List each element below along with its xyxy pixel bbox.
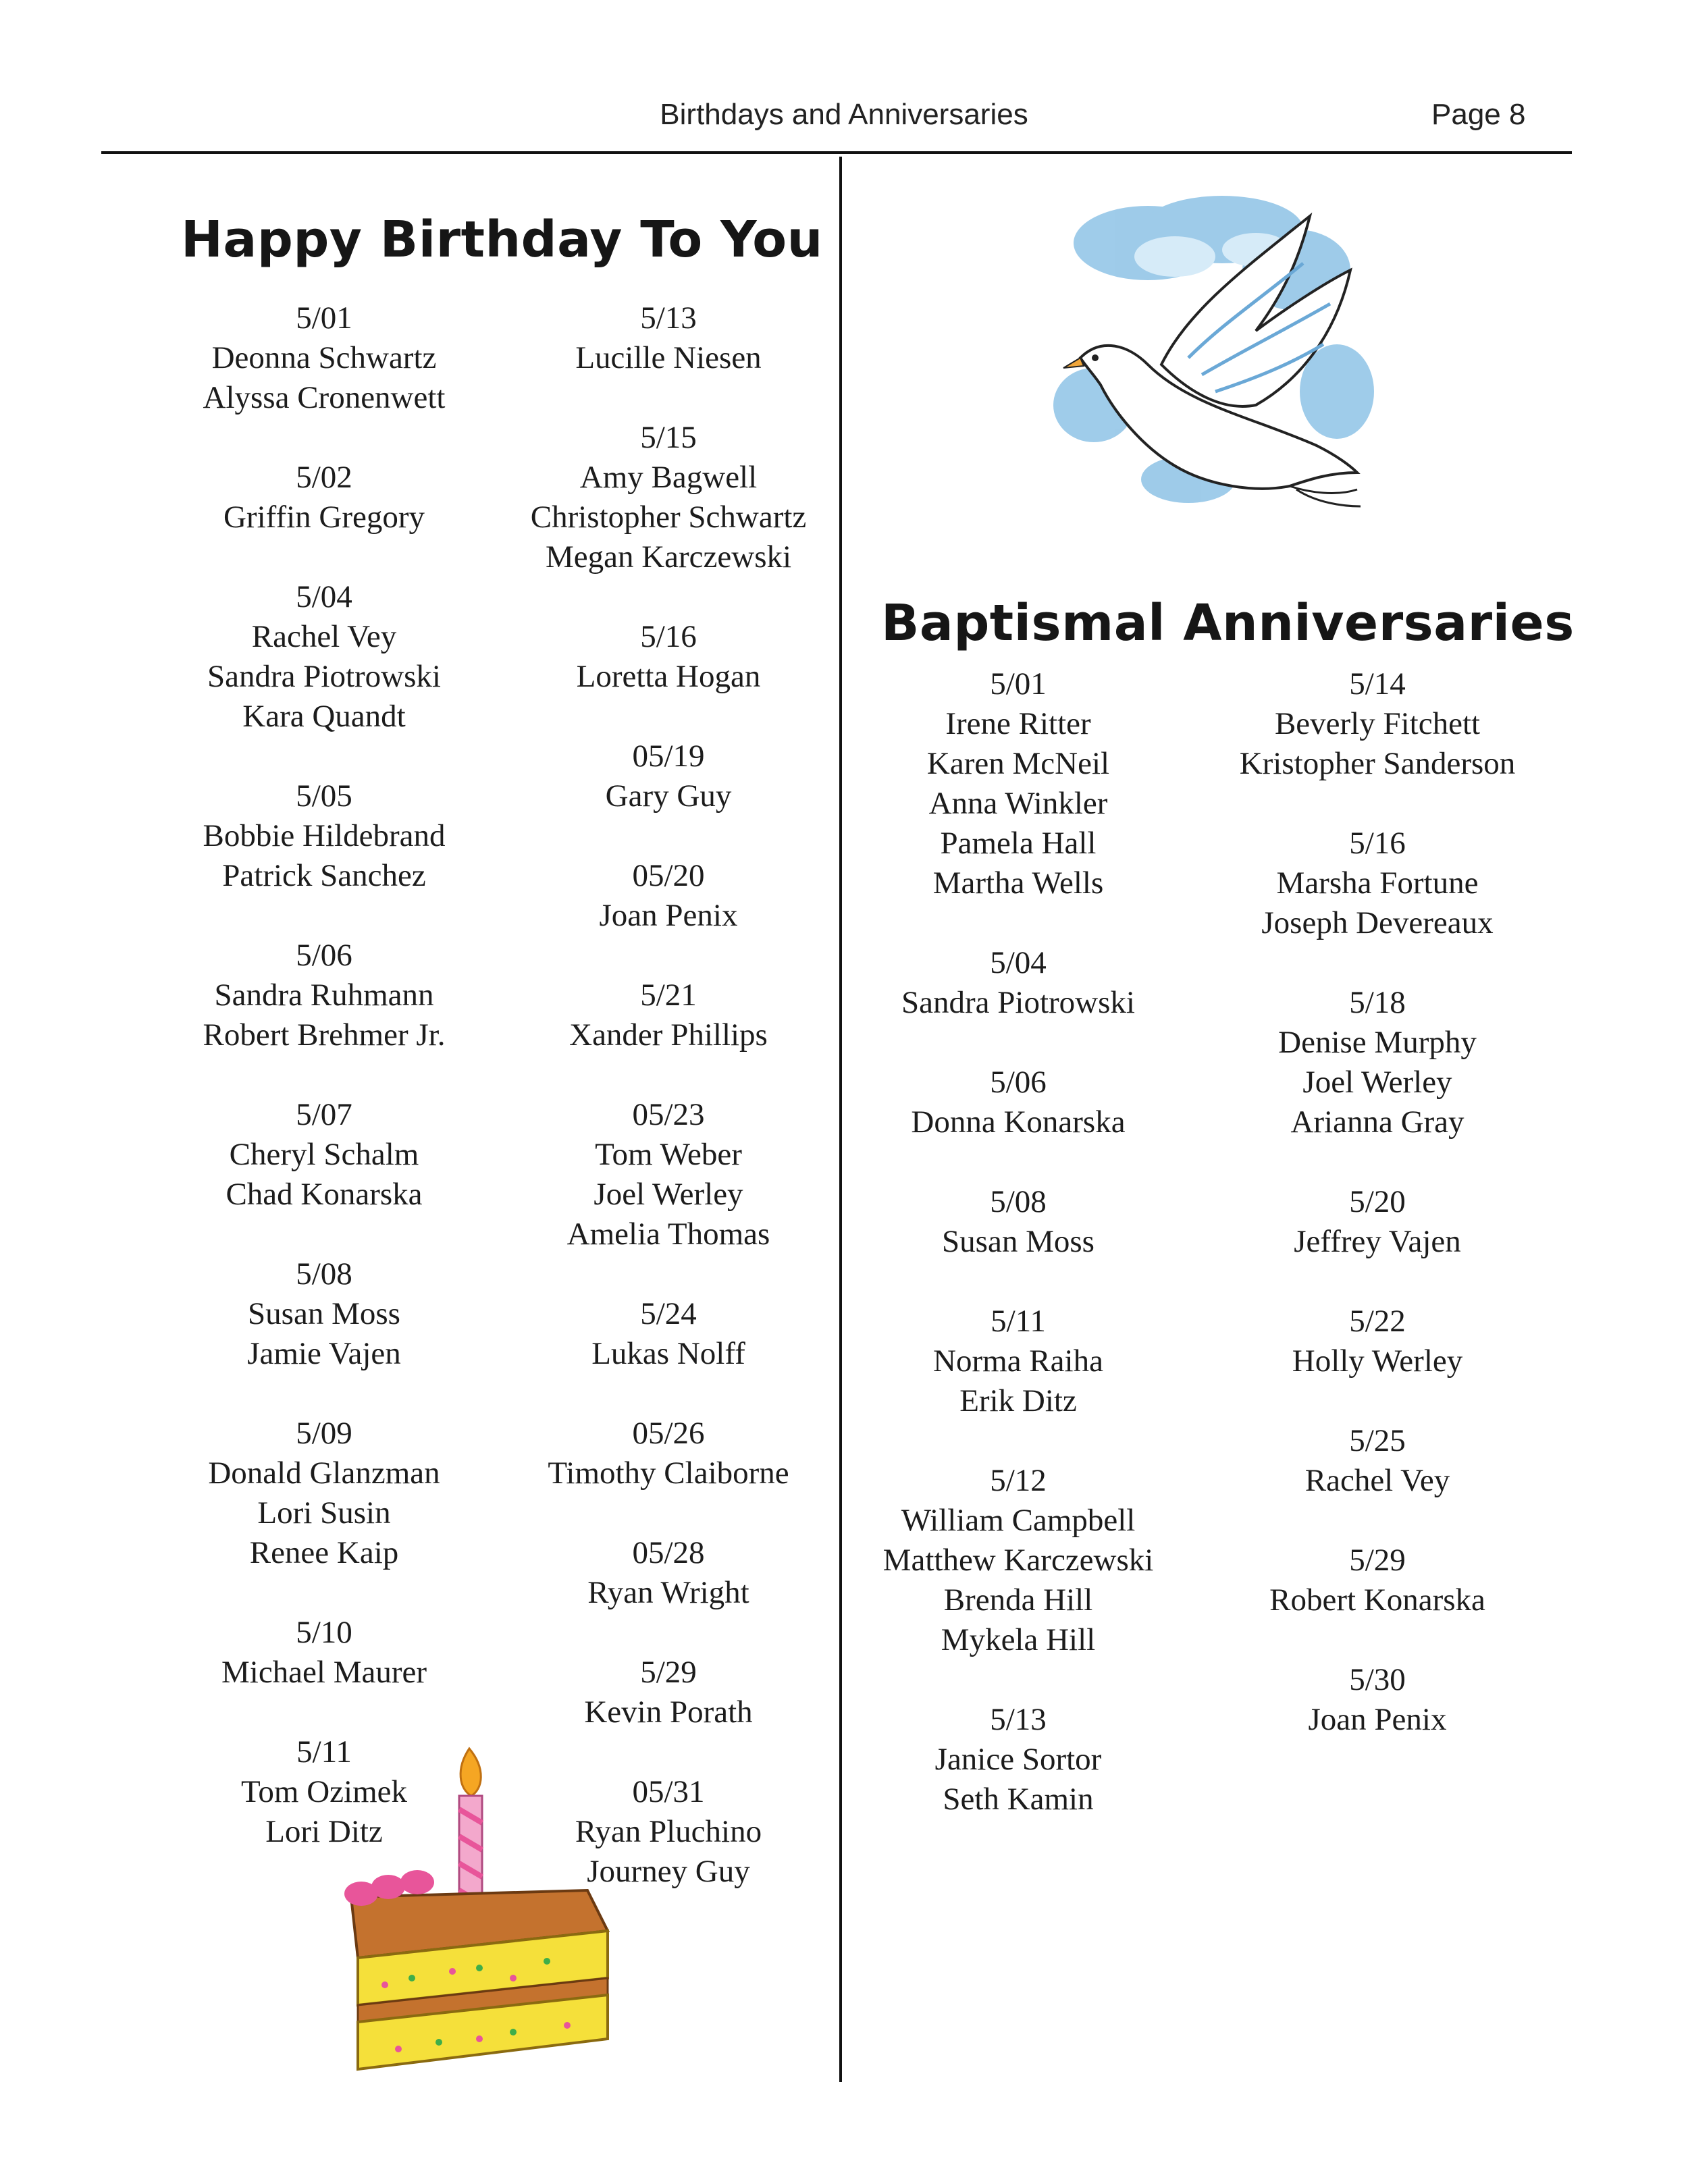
person-name: Tom Weber bbox=[595, 1137, 742, 1172]
date-group bbox=[155, 1613, 493, 1693]
date-group bbox=[500, 418, 837, 577]
date-group bbox=[500, 298, 837, 378]
date-label: 5/05 bbox=[296, 778, 352, 814]
page-number: Page 8 bbox=[1431, 98, 1526, 131]
date-label: 5/12 bbox=[990, 1463, 1047, 1498]
date-group bbox=[1209, 1182, 1546, 1262]
date-label: 5/01 bbox=[296, 300, 352, 336]
cake-icon bbox=[338, 1735, 621, 2086]
date-group bbox=[1209, 1421, 1546, 1501]
person-name: Kara Quandt bbox=[242, 699, 406, 734]
date-label: 5/16 bbox=[640, 619, 697, 654]
date-label: 05/23 bbox=[632, 1097, 705, 1132]
date-group bbox=[500, 1414, 837, 1493]
header-rule bbox=[101, 151, 1572, 154]
date-label: 5/13 bbox=[640, 300, 697, 336]
person-name: Journey Guy bbox=[587, 1854, 750, 1889]
date-group bbox=[500, 976, 837, 1055]
date-group bbox=[500, 1533, 837, 1613]
date-group bbox=[1209, 824, 1546, 943]
person-name: Kristopher Sanderson bbox=[1239, 746, 1516, 781]
person-name: Joan Penix bbox=[599, 898, 738, 933]
date-group bbox=[155, 936, 493, 1055]
birthday-column-2 bbox=[500, 298, 837, 1932]
person-name: Erik Ditz bbox=[959, 1383, 1077, 1418]
anniversary-column-1 bbox=[849, 664, 1187, 1859]
person-name: Timothy Claiborne bbox=[548, 1456, 789, 1491]
person-name: Beverly Fitchett bbox=[1274, 706, 1481, 741]
person-name: Deonna Schwartz bbox=[211, 340, 437, 375]
column-divider bbox=[839, 157, 842, 2082]
header-title: Birthdays and Anniversaries bbox=[660, 98, 1028, 131]
person-name: Martha Wells bbox=[932, 865, 1104, 901]
date-group bbox=[500, 1294, 837, 1374]
date-group bbox=[1209, 664, 1546, 784]
person-name: Xander Phillips bbox=[569, 1017, 768, 1053]
person-name: Joel Werley bbox=[594, 1177, 743, 1212]
date-label: 5/21 bbox=[640, 978, 697, 1013]
person-name: Lukas Nolff bbox=[591, 1336, 745, 1371]
date-group bbox=[849, 943, 1187, 1023]
date-label: 5/04 bbox=[296, 579, 352, 614]
date-group bbox=[849, 1700, 1187, 1819]
date-group bbox=[155, 1414, 493, 1573]
person-name: Robert Brehmer Jr. bbox=[203, 1017, 446, 1053]
date-group bbox=[155, 1095, 493, 1215]
date-label: 5/15 bbox=[640, 420, 697, 455]
person-name: Amelia Thomas bbox=[566, 1217, 770, 1252]
person-name: Ryan Wright bbox=[587, 1575, 749, 1610]
person-name: Matthew Karczewski bbox=[882, 1543, 1154, 1578]
person-name: Karen McNeil bbox=[926, 746, 1110, 781]
person-name: Irene Ritter bbox=[945, 706, 1091, 741]
date-label: 5/18 bbox=[1349, 985, 1406, 1020]
person-name: Brenda Hill bbox=[943, 1582, 1093, 1618]
person-name: Lori Ditz bbox=[265, 1814, 383, 1849]
person-name: Jeffrey Vajen bbox=[1294, 1224, 1461, 1259]
person-name: William Campbell bbox=[901, 1503, 1136, 1538]
date-label: 5/06 bbox=[296, 938, 352, 973]
date-group bbox=[1209, 983, 1546, 1142]
date-label: 05/28 bbox=[632, 1535, 705, 1570]
date-label: 5/02 bbox=[296, 460, 352, 495]
date-label: 5/29 bbox=[640, 1655, 697, 1690]
person-name: Griffin Gregory bbox=[223, 500, 425, 535]
person-name: Mykela Hill bbox=[941, 1622, 1096, 1657]
person-name: Susan Moss bbox=[248, 1296, 400, 1331]
person-name: Lori Susin bbox=[257, 1495, 391, 1530]
date-group bbox=[1209, 1302, 1546, 1381]
person-name: Joel Werley bbox=[1302, 1065, 1452, 1100]
person-name: Denise Murphy bbox=[1278, 1025, 1477, 1060]
person-name: Tom Ozimek bbox=[240, 1774, 407, 1809]
date-group bbox=[500, 737, 837, 816]
date-label: 5/04 bbox=[990, 945, 1047, 980]
date-group bbox=[500, 1653, 837, 1732]
person-name: Rachel Vey bbox=[251, 619, 397, 654]
person-name: Janice Sortor bbox=[934, 1742, 1102, 1777]
person-name: Christopher Schwartz bbox=[530, 500, 807, 535]
person-name: Pamela Hall bbox=[940, 826, 1097, 861]
person-name: Chad Konarska bbox=[226, 1177, 423, 1212]
date-label: 5/30 bbox=[1349, 1662, 1406, 1697]
date-label: 5/08 bbox=[296, 1256, 352, 1291]
person-name: Susan Moss bbox=[942, 1224, 1094, 1259]
person-name: Lucille Niesen bbox=[575, 340, 762, 375]
date-label: 5/11 bbox=[991, 1304, 1046, 1339]
date-group bbox=[500, 617, 837, 697]
person-name: Robert Konarska bbox=[1269, 1582, 1485, 1618]
date-label: 5/29 bbox=[1349, 1543, 1406, 1578]
person-name: Amy Bagwell bbox=[579, 460, 758, 495]
date-label: 5/20 bbox=[1349, 1184, 1406, 1219]
person-name: Arianna Gray bbox=[1290, 1104, 1465, 1140]
date-label: 5/22 bbox=[1349, 1304, 1406, 1339]
person-name: Megan Karczewski bbox=[545, 539, 792, 575]
person-name: Cheryl Schalm bbox=[229, 1137, 419, 1172]
person-name: Anna Winkler bbox=[928, 786, 1108, 821]
person-name: Jamie Vajen bbox=[247, 1336, 401, 1371]
person-name: Michael Maurer bbox=[221, 1655, 427, 1690]
person-name: Seth Kamin bbox=[943, 1782, 1094, 1817]
date-label: 05/31 bbox=[632, 1774, 705, 1809]
person-name: Loretta Hogan bbox=[576, 659, 761, 694]
person-name: Patrick Sanchez bbox=[222, 858, 426, 893]
date-group bbox=[155, 298, 493, 418]
date-group bbox=[155, 577, 493, 737]
person-name: Gary Guy bbox=[605, 778, 732, 814]
date-group bbox=[1209, 1660, 1546, 1740]
person-name: Norma Raiha bbox=[933, 1343, 1103, 1379]
date-group bbox=[1209, 1541, 1546, 1620]
date-label: 5/24 bbox=[640, 1296, 697, 1331]
anniversary-column-2 bbox=[1209, 664, 1546, 1780]
date-label: 05/20 bbox=[632, 858, 705, 893]
date-label: 5/25 bbox=[1349, 1423, 1406, 1458]
date-label: 5/09 bbox=[296, 1416, 352, 1451]
person-name: Donna Konarska bbox=[911, 1104, 1126, 1140]
date-group bbox=[155, 458, 493, 537]
date-label: 5/13 bbox=[990, 1702, 1047, 1737]
anniversary-heading: Baptismal Anniversaries bbox=[881, 594, 1575, 652]
dove-icon bbox=[1053, 189, 1377, 533]
person-name: Ryan Pluchino bbox=[575, 1814, 762, 1849]
person-name: Sandra Piotrowski bbox=[901, 985, 1135, 1020]
person-name: Renee Kaip bbox=[249, 1535, 399, 1570]
date-label: 5/07 bbox=[296, 1097, 352, 1132]
date-label: 5/01 bbox=[990, 666, 1047, 701]
person-name: Sandra Piotrowski bbox=[207, 659, 441, 694]
date-group bbox=[155, 776, 493, 896]
person-name: Marsha Fortune bbox=[1276, 865, 1479, 901]
person-name: Holly Werley bbox=[1292, 1343, 1463, 1379]
date-group bbox=[500, 856, 837, 936]
person-name: Rachel Vey bbox=[1304, 1463, 1450, 1498]
date-group bbox=[849, 1063, 1187, 1142]
person-name: Joseph Devereaux bbox=[1261, 905, 1494, 940]
person-name: Kevin Porath bbox=[584, 1695, 753, 1730]
person-name: Alyssa Cronenwett bbox=[203, 380, 446, 415]
person-name: Donald Glanzman bbox=[208, 1456, 440, 1491]
person-name: Joan Penix bbox=[1308, 1702, 1447, 1737]
birthday-column-1 bbox=[155, 298, 493, 1892]
date-label: 5/10 bbox=[296, 1615, 352, 1650]
date-label: 5/14 bbox=[1349, 666, 1406, 701]
date-label: 05/19 bbox=[632, 739, 705, 774]
date-label: 05/26 bbox=[632, 1416, 705, 1451]
date-group bbox=[849, 1461, 1187, 1660]
date-label: 5/06 bbox=[990, 1065, 1047, 1100]
date-group bbox=[849, 664, 1187, 903]
date-group bbox=[849, 1302, 1187, 1421]
date-group bbox=[849, 1182, 1187, 1262]
person-name: Bobbie Hildebrand bbox=[203, 818, 446, 853]
date-label: 5/16 bbox=[1349, 826, 1406, 861]
date-label: 5/08 bbox=[990, 1184, 1047, 1219]
person-name: Sandra Ruhmann bbox=[214, 978, 434, 1013]
date-group bbox=[500, 1095, 837, 1254]
date-label: 5/11 bbox=[296, 1734, 352, 1769]
date-group bbox=[155, 1254, 493, 1374]
birthday-heading: Happy Birthday To You bbox=[181, 211, 823, 269]
